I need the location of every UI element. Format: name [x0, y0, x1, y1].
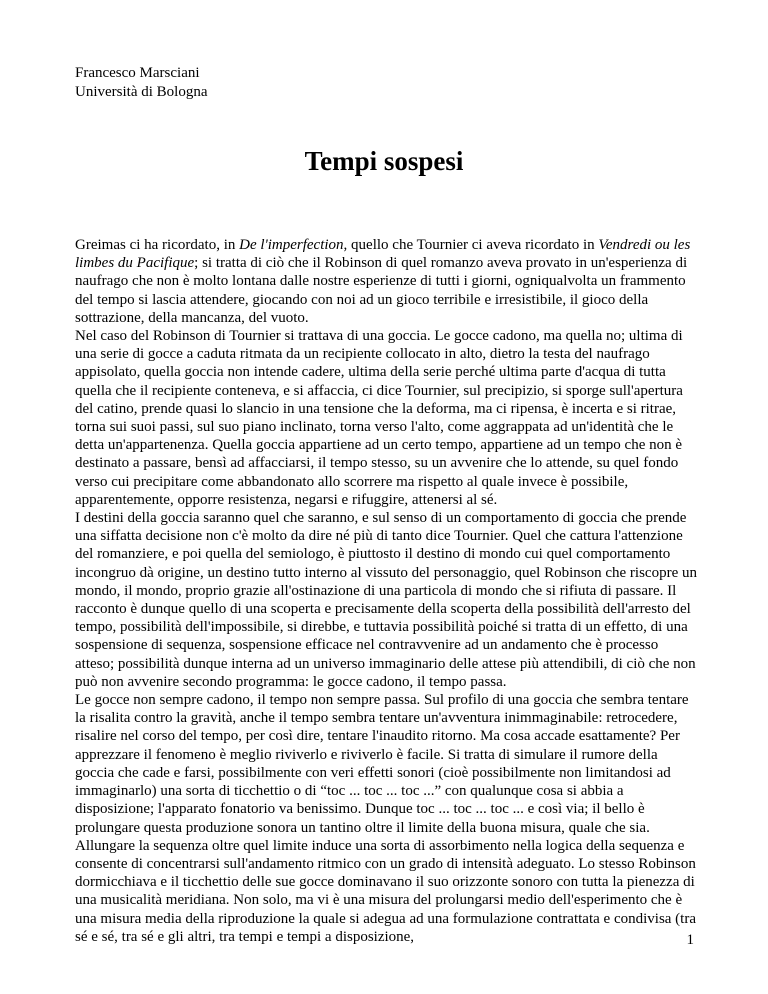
author-affiliation: Università di Bologna — [75, 84, 208, 100]
paragraph-2: Nel caso del Robinson di Tournier si trattava di una goccia. Le gocce cadono, ma quella no; ultima di una serie di gocce a caduta ritmata da un recipiente collocato in alto, dietro la testa del naufrago appisolato, quella goccia non intende cadere, ultima della serie perché ultima parte d'acqua di tutta quella che il recipiente conteneva, e si affaccia, ci dice Tournier, sul precipizio, si sporge sull'apertura del catino, prende quasi lo slancio in una tensione che la deforma, ma ci ripensa, è incerta e si ritrae, torna sui suoi passi, sul suo piano inclinato, torna verso l'alto, come aggrappata ad un'identità che le detta un'appartenenza. Quella goccia appartiene ad un certo tempo, appartiene ad un tempo che non è destinato a passare, bensì ad affacciarsi, il tempo stesso, su un avvenire che lo attende, su quel fondo verso cui precipitare come abbandonato allo scorrere ma rispetto al quale invece è possibile, apparentemente, opporre resistenza, negarsi e rifuggire, attenersi al sé. — [75, 328, 683, 508]
author-block — [75, 64, 207, 102]
paragraph-1 — [75, 236, 697, 327]
body-text — [75, 236, 697, 946]
p1-text-b: , quello che Tournier ci aveva ricordato in — [343, 237, 599, 253]
work-title-de-l-imperfection: De l'imperfection — [239, 237, 344, 253]
p1-text-a: Greimas ci ha ricordato, in — [75, 237, 240, 253]
paragraph-4: Le gocce non sempre cadono, il tempo non sempre passa. Sul profilo di una goccia che sembra tentare la risalita contro la gravità, anche il tempo sembra tentare un'avventura inimmaginabile: retrocedere, risalire nel corso del tempo, per così dire, tentare l'inaudito ritorno. Ma cosa accade esattamente? Per apprezzare il fenomeno è meglio riviverlo e riviverlo è facile. Si tratta di simulare il rumore della goccia che cade e farsi, possibilmente con veri effetti sonori (cioè possibilmente non limitandosi ad immaginarlo) una sorta di ticchettio o di “toc ... toc ... toc ...” con qualunque cosa si abbia a disposizione; l'apparato fonatorio va benissimo. Dunque toc ... toc ... toc ... e così via; il bello è prolungare questa produzione sonora un tantino oltre il limite della buona misura, quale che sia. Allungare la sequenza oltre quel limite induce una sorta di assorbimento nella logica della sequenza e consente di concentrarsi sull'andamento ritmico con un grado di intensità adeguato. Lo stesso Robinson dormicchiava e il ticchettio delle sue gocce dominavano il suo orizzonte sonoro con tutta la pienezza di una musicalità meridiana. Non solo, ma vi è una misura del prolungarsi medio dell'esperimento che è una misura media della riproduzione la quale si adegua ad una formulazione contrattata e condivisa (tra sé e sé, tra sé e gli altri, tra tempi e tempi a disposizione, — [75, 692, 696, 945]
work-title-vendredi: Vendredi ou les limbes du Pacifique — [75, 237, 691, 272]
author-name: Francesco Marsciani — [75, 65, 200, 81]
paper-title: Tempi sospesi — [304, 146, 464, 176]
page-number: 1 — [686, 932, 694, 948]
p1-text-c: ; si tratta di ciò che il Robinson di quel romanzo aveva provato in un'esperienza di naufrago che non è molto lontana dalle nostre esperienze di tutti i giorni, ogniqualvolta un frammento del tempo si lascia attendere, giocando con noi ad un gioco terribile e irresistibile, il gioco della sottrazione, della mancanza, del vuoto. — [75, 255, 688, 326]
paragraph-3: I destini della goccia saranno quel che saranno, e sul senso di un comportamento di goccia che prende una siffatta decisione non c'è molto da dire né più di tanto dice Tournier. Quel che cattura l'attenzione del romanziere, e poi quella del semiologo, è piuttosto il destino di mondo cui quel comportamento incongruo dà origine, un destino tutto interno al vissuto del personaggio, quel Robinson che riscopre un mondo, il mondo, proprio grazie all'ostinazione di una particola di mondo che si rifiuta di passare. Il racconto è dunque quello di una scoperta e precisamente della scoperta della possibilità dell'arresto del tempo, possibilità dell'impossibile, si direbbe, e tuttavia possibilità poiché si tratta di un effetto, di una sospensione di sequenza, sospensione efficace nel contravvenire ad un andamento che è processo atteso; possibilità dunque interna ad un universo immaginario delle attese più attendibili, di ciò che non può non avvenire secondo programma: le gocce cadono, il tempo passa. — [75, 510, 697, 690]
